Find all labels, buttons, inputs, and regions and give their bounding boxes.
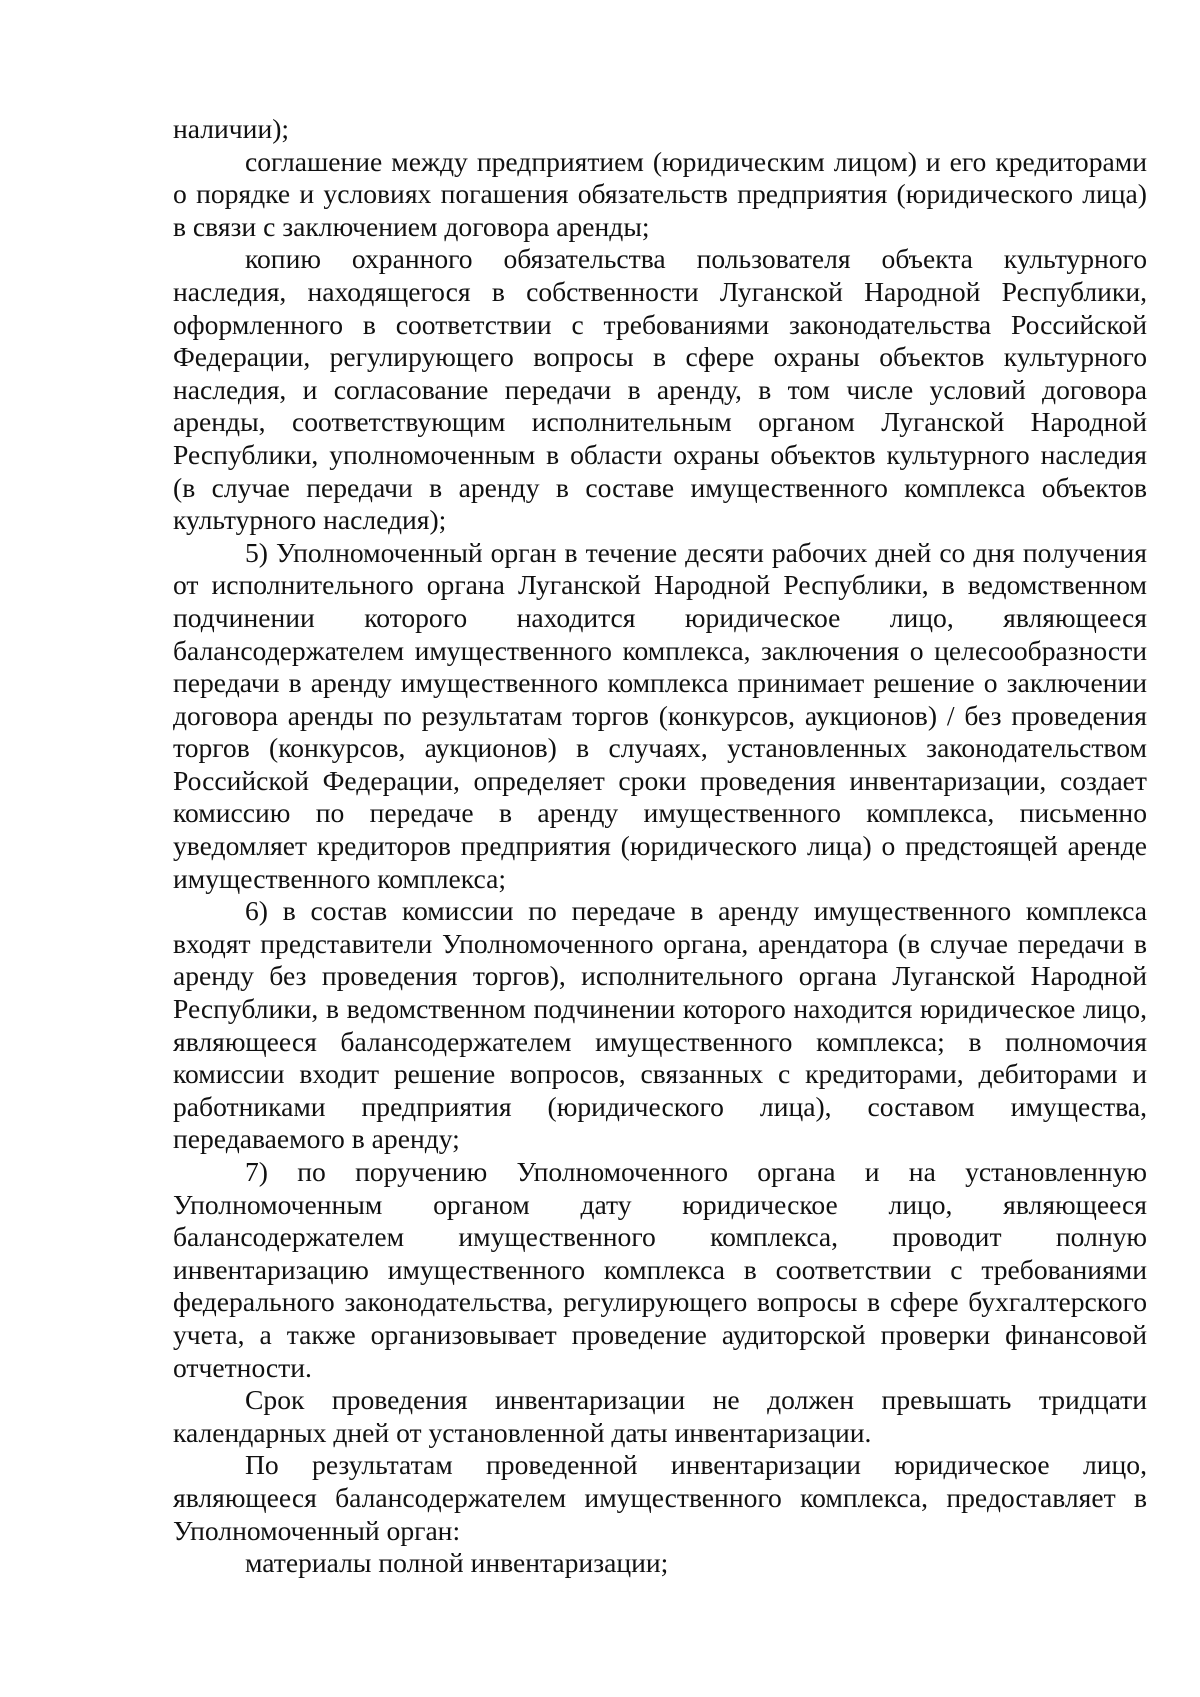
paragraph-item-7: 7) по поручению Уполномоченного органа и на установленную Уполномоченным органом дату юридическое лицо, являющееся балансодержателем имущественного комплекса, проводит полную инвентаризацию имущественного комплекса в соответствии с требованиями федерального законодательства, регулирующего вопросы в сфере бухгалтерского учета, а также организовывает проведение аудиторской проверки финансовой отчетности. <box>173 1156 1147 1383</box>
paragraph-inventory-results: По результатам проведенной инвентаризации юридическое лицо, являющееся балансодержателем имущественного комплекса, предоставляет в Уполномоченный орган: <box>173 1449 1147 1546</box>
paragraph-item-5: 5) Уполномоченный орган в течение десяти рабочих дней со дня получения от исполнительного органа Луганской Народной Республики, в ведомственном подчинении которого находится юридическое лицо, являющееся балансодержателем имущественного комплекса, заключения о целесообразности передачи в аренду имущественного комплекса принимает решение о заключении договора аренды по результатам торгов (конкурсов, аукционов) / без проведения торгов (конкурсов, аукционов) в случаях, установленных законодательством Российской Федерации, определяет сроки проведения инвентаризации, создает комиссию по передаче в аренду имущественного комплекса, письменно уведомляет кредиторов предприятия (юридического лица) о предстоящей аренде имущественного комплекса; <box>173 536 1147 894</box>
paragraph-creditors-agreement: соглашение между предприятием (юридическим лицом) и его кредиторами о порядке и условиях погашения обязательств предприятия (юридического лица) в связи с заключением договора аренды; <box>173 145 1147 242</box>
paragraph-inventory-materials: материалы полной инвентаризации; <box>245 1547 669 1579</box>
paragraph-inventory-term: Срок проведения инвентаризации не должен превышать тридцати календарных дней от установленной даты инвентаризации. <box>173 1384 1147 1448</box>
paragraph-item-6: 6) в состав комиссии по передаче в аренду имущественного комплекса входят представители Уполномоченного органа, арендатора (в случае передачи в аренду без проведения торгов), исполнительного органа Луганской Народной Республики, в ведомственном подчинении которого находится юридическое лицо, являющееся балансодержателем имущественного комплекса; в полномочия комиссии входит решение вопросов, связанных с кредиторами, дебиторами и работниками предприятия (юридического лица), составом имущества, передаваемого в аренду; <box>173 895 1147 1155</box>
paragraph-continuation: наличии); <box>173 113 290 144</box>
document-page <box>173 113 1147 1580</box>
paragraph-heritage-obligation: копию охранного обязательства пользователя объекта культурного наследия, находящегося в собственности Луганской Народной Республики, оформленного в соответствии с требованиями законодательства Российской Федерации, регулирующего вопросы в сфере охраны объектов культурного наследия, и согласование передачи в аренду, в том числе условий договора аренды, соответствующим исполнительным органом Луганской Народной Республики, уполномоченным в области охраны объектов культурного наследия (в случае передачи в аренду в составе имущественного комплекса объектов культурного наследия); <box>173 243 1147 536</box>
